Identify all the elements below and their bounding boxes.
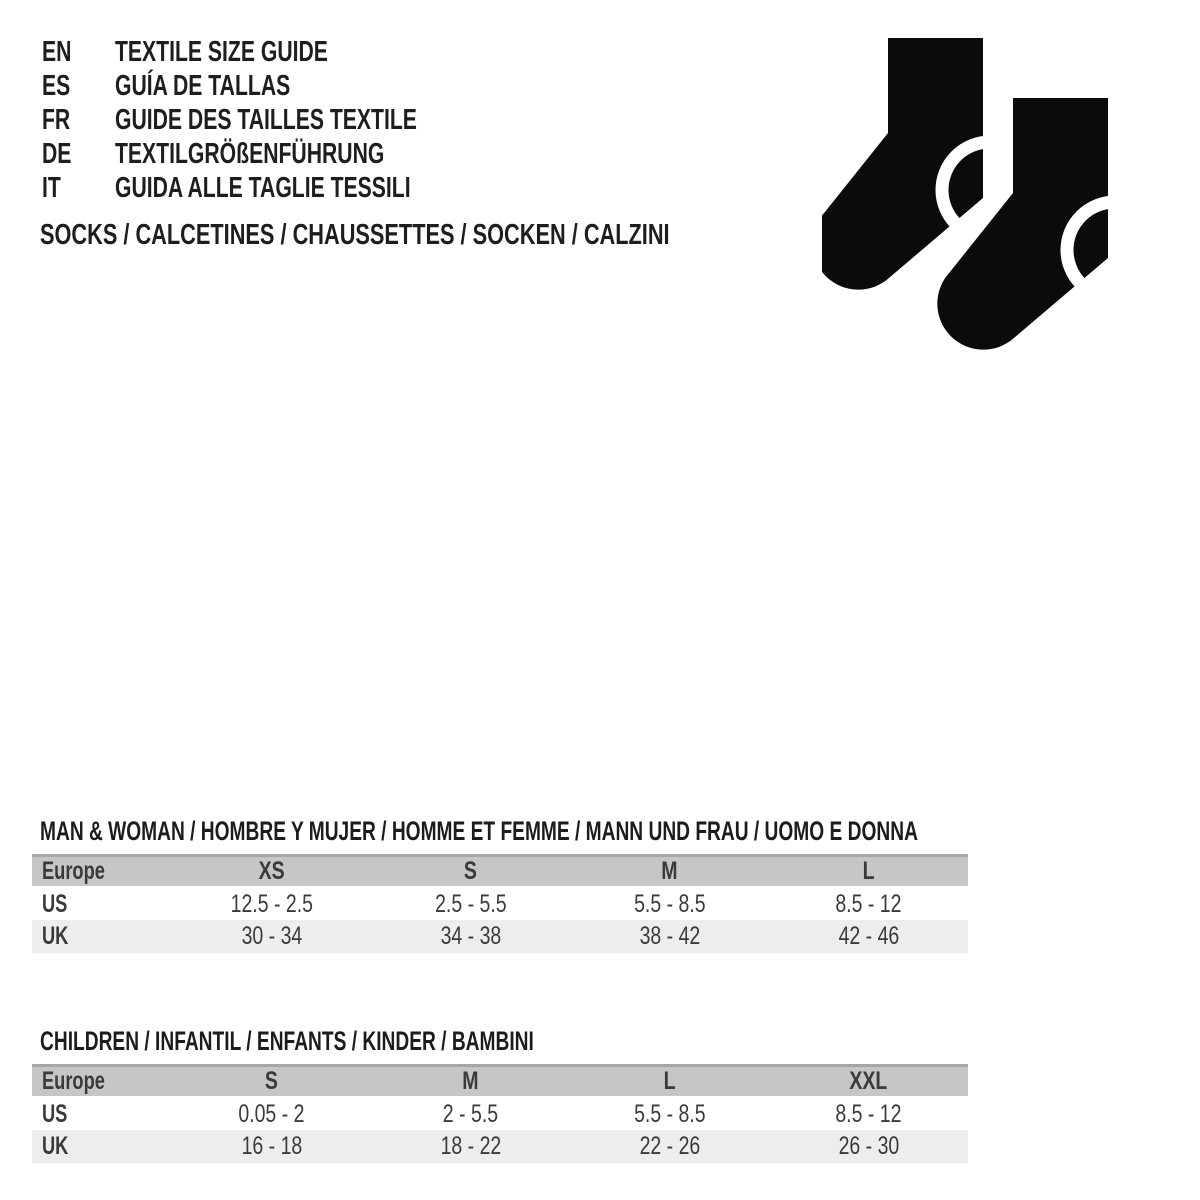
- size-value: 16 - 18: [241, 1132, 302, 1160]
- language-row-fr: [42, 103, 529, 137]
- language-code: ES: [42, 69, 71, 102]
- size-value: 5.5 - 8.5: [633, 1099, 706, 1128]
- size-value: 34 - 38: [440, 922, 501, 950]
- table-header-row: [32, 856, 968, 888]
- table-row-uk: [32, 920, 968, 953]
- size-value: 30 - 34: [241, 922, 302, 950]
- language-label: GUIDA ALLE TAGLIE TESSILI: [115, 171, 411, 204]
- category-line: SOCKS / CALCETINES / CHAUSSETTES / SOCKEN / CALZINI: [40, 219, 670, 251]
- language-row-de: [42, 137, 529, 171]
- column-header: XXL: [849, 1067, 888, 1095]
- language-code: FR: [42, 103, 71, 136]
- language-code: IT: [42, 171, 61, 204]
- column-header: Europe: [42, 1067, 105, 1095]
- language-code: EN: [42, 35, 72, 68]
- column-header: S: [264, 1067, 279, 1095]
- table-row-us: [32, 1097, 968, 1130]
- column-header: L: [663, 1067, 676, 1095]
- table-title: CHILDREN / INFANTIL / ENFANTS / KINDER / BAMBINI: [40, 1026, 534, 1056]
- size-table-children: [32, 1064, 968, 1163]
- language-label: TEXTILGRÖßENFÜHRUNG: [115, 137, 385, 170]
- language-list: [42, 35, 529, 205]
- language-row-es: [42, 69, 529, 103]
- size-value: 5.5 - 8.5: [633, 889, 706, 918]
- size-value: 8.5 - 12: [835, 1099, 902, 1128]
- language-label: GUIDE DES TAILLES TEXTILE: [115, 103, 417, 136]
- column-header: M: [661, 857, 678, 885]
- column-header: XS: [258, 857, 285, 885]
- row-label: UK: [42, 1132, 69, 1160]
- language-label: TEXTILE SIZE GUIDE: [115, 35, 328, 68]
- table-section-man-woman: [32, 816, 968, 953]
- row-label: UK: [42, 922, 69, 950]
- row-label: US: [42, 1099, 68, 1128]
- language-row-en: [42, 35, 529, 69]
- size-value: 38 - 42: [639, 922, 700, 950]
- size-value: 18 - 22: [440, 1132, 501, 1160]
- column-header: M: [462, 1067, 479, 1095]
- size-value: 22 - 26: [639, 1132, 700, 1160]
- column-header: Europe: [42, 857, 105, 885]
- language-label: GUÍA DE TALLAS: [115, 69, 291, 102]
- socks-icon: [822, 28, 1182, 378]
- table-row-us: [32, 887, 968, 920]
- language-row-it: [42, 171, 529, 205]
- size-value: 8.5 - 12: [835, 889, 902, 918]
- size-value: 2.5 - 5.5: [434, 889, 507, 918]
- table-section-children: [32, 1026, 968, 1163]
- size-value: 2 - 5.5: [442, 1099, 499, 1128]
- column-header: S: [463, 857, 478, 885]
- table-header-row: [32, 1066, 968, 1098]
- column-header: L: [862, 857, 875, 885]
- size-value: 12.5 - 2.5: [230, 889, 313, 918]
- table-row-uk: [32, 1130, 968, 1163]
- table-title: MAN & WOMAN / HOMBRE Y MUJER / HOMME ET FEMME / MANN UND FRAU / UOMO E DONNA: [40, 816, 918, 846]
- row-label: US: [42, 889, 68, 918]
- size-value: 26 - 30: [838, 1132, 899, 1160]
- size-table-man-woman: [32, 854, 968, 953]
- language-code: DE: [42, 137, 72, 170]
- size-value: 0.05 - 2: [238, 1099, 305, 1128]
- size-value: 42 - 46: [838, 922, 899, 950]
